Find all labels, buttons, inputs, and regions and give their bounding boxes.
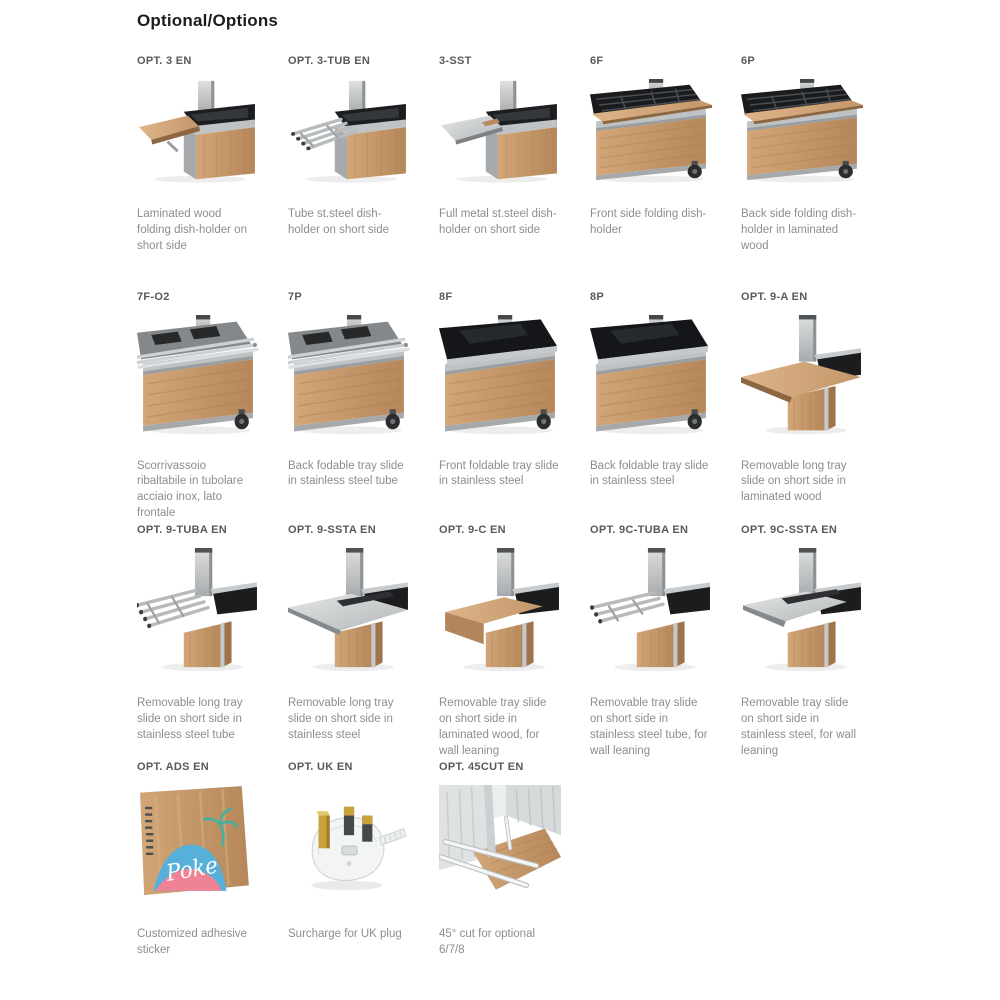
option-card <box>741 291 863 507</box>
option-image-back-folding-dish-holder <box>741 79 863 185</box>
option-card <box>288 55 410 239</box>
option-card <box>288 761 410 943</box>
option-description: Surcharge for UK plug <box>288 928 402 941</box>
option-image-tube-corner-tray-slide <box>590 548 712 674</box>
option-code: 6P <box>741 55 756 67</box>
option-code: 8F <box>439 290 453 303</box>
option-image-wood-long-tray-slide <box>741 315 863 437</box>
option-description: Tube st.steel dish-holder on short side <box>288 208 390 236</box>
option-description: Full metal st.steel dish-holder on short side <box>439 208 557 236</box>
option-card <box>741 524 863 759</box>
option-description: Removable long tray slide on short side in stainless steel tube <box>137 697 243 741</box>
option-description: Removable tray slide on short side in laminated wood, for wall leaning <box>439 697 547 757</box>
option-description: Laminated wood folding dish-holder on short side <box>137 208 247 252</box>
option-card <box>439 524 561 759</box>
option-card <box>590 55 712 239</box>
option-image-back-tube-tray-slide <box>288 315 410 437</box>
option-image-corner-cut-45 <box>439 785 561 905</box>
option-code: 7P <box>288 290 303 303</box>
option-image-tube-steel-dish-holder <box>288 79 410 185</box>
option-code: OPT. 3 EN <box>137 55 192 67</box>
option-image-wood-folding-dish-holder <box>137 79 259 185</box>
option-description: Back side folding dish-holder in laminated wood <box>741 208 857 252</box>
option-image-front-tube-tray-slide <box>137 315 259 437</box>
option-code: 7F-O2 <box>137 290 170 303</box>
option-card <box>288 291 410 491</box>
option-image-steel-corner-tray-slide <box>741 548 863 674</box>
option-code: OPT. 9-TUBA EN <box>137 524 227 537</box>
option-card <box>590 291 712 491</box>
option-description: Back fodable tray slide in stainless steel tube <box>288 459 404 488</box>
option-code: OPT. 45CUT EN <box>439 761 524 774</box>
option-code: 6F <box>590 55 604 67</box>
option-card <box>439 291 561 491</box>
option-card <box>590 524 712 759</box>
option-code: OPT. ADS EN <box>137 761 209 774</box>
options-row-1 <box>137 55 1000 255</box>
option-description: Back foldable tray slide in stainless steel <box>590 459 709 488</box>
option-image-uk-plug <box>288 785 410 905</box>
option-image-wood-corner-tray-slide <box>439 548 561 674</box>
option-description: Removable long tray slide on short side in stainless steel <box>288 697 394 741</box>
option-card <box>137 761 259 959</box>
option-image-front-folding-dish-holder <box>590 79 712 185</box>
option-card <box>288 524 410 744</box>
option-card <box>439 55 561 239</box>
option-code: 3-SST <box>439 55 472 67</box>
option-code: OPT. 9C-TUBA EN <box>590 524 689 537</box>
options-row-4 <box>137 761 1000 959</box>
option-description: Removable tray slide on short side in stainless steel tube, for wall leaning <box>590 697 708 757</box>
option-image-adhesive-sticker <box>137 785 259 905</box>
option-code: OPT. 9-A EN <box>741 290 808 303</box>
page-title: Optional/Options <box>137 11 279 30</box>
option-code: 8P <box>590 290 605 303</box>
option-card <box>137 524 259 744</box>
option-image-back-steel-tray-slide <box>590 315 712 437</box>
option-image-tube-long-tray-slide <box>137 548 259 674</box>
option-description: Front side folding dish-holder <box>590 208 707 236</box>
option-code: OPT. UK EN <box>288 761 353 774</box>
options-row-2 <box>137 291 1000 522</box>
option-code: OPT. 9-SSTA EN <box>288 524 376 537</box>
option-image-full-metal-dish-holder <box>439 79 561 185</box>
option-description: Scorrivassoio ribaltabile in tubolare acciaio inox, lato frontale <box>137 459 244 520</box>
option-description: Removable tray slide on short side in stainless steel, for wall leaning <box>741 697 857 757</box>
option-card <box>137 55 259 255</box>
option-description: 45° cut for optional 6/7/8 <box>439 928 536 957</box>
option-code: OPT. 9-C EN <box>439 524 506 537</box>
option-card <box>439 761 561 959</box>
option-description: Customized adhesive sticker <box>137 928 247 957</box>
option-image-steel-long-tray-slide <box>288 548 410 674</box>
option-code: OPT. 9C-SSTA EN <box>741 524 838 537</box>
options-row-3 <box>137 524 1000 759</box>
option-card <box>741 55 863 255</box>
option-description: Removable long tray slide on short side in laminated wood <box>741 459 847 504</box>
option-description: Front foldable tray slide in stainless steel <box>439 459 559 488</box>
option-card <box>137 291 259 522</box>
option-image-front-steel-tray-slide <box>439 315 561 437</box>
option-code: OPT. 3-TUB EN <box>288 55 371 67</box>
